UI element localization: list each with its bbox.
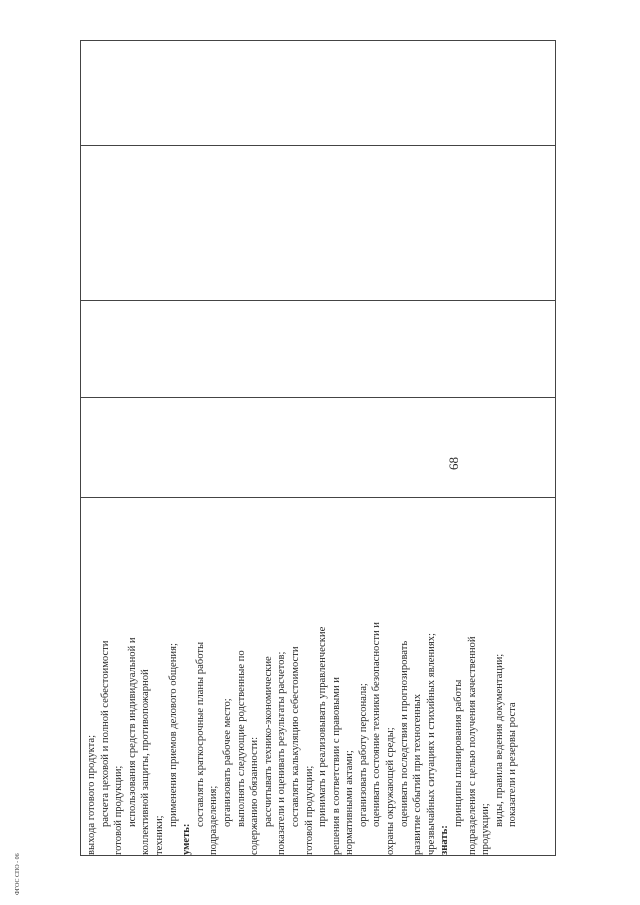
- text-line: принимать и реализовывать управленческие: [317, 626, 329, 827]
- table-row-divider: [80, 300, 556, 301]
- text-line: выхода готового продукта;: [86, 734, 97, 855]
- text-line: подразделения;: [208, 785, 220, 855]
- text-line: показатели и оценивать результаты расчетов;: [276, 651, 288, 855]
- table-border-bottom: [80, 855, 556, 856]
- text-line: оценивать состояние техники безопасности и: [371, 622, 383, 827]
- text-line: чрезвычайных ситуациях и стихийных явлениях;: [425, 633, 437, 855]
- text-line: коллективной защиты, противопожарной: [140, 669, 152, 855]
- text-line: готовой продукции;: [113, 765, 125, 855]
- text-line: техники;: [153, 815, 165, 855]
- text-line: готовой продукции;: [303, 765, 315, 855]
- text-line: подразделения с целью получения качественной: [466, 636, 478, 855]
- text-line: рассчитывать технико-экономические: [262, 656, 274, 827]
- text-line: выполнять следующие родственные по: [235, 650, 247, 827]
- text-line: составлять краткосрочные планы работы: [194, 641, 206, 827]
- footer-document-code: ФГОС СПО - 06: [15, 853, 21, 895]
- table-row-divider: [80, 497, 556, 498]
- table-border-top: [80, 40, 556, 41]
- text-line: использования средств индивидуальной и: [126, 637, 138, 827]
- text-line: развитие событий при техногенных: [412, 693, 424, 855]
- text-line: составлять калькуляцию себестоимости: [289, 646, 301, 827]
- text-line: показатели и резервы роста: [507, 702, 519, 827]
- text-line: охраны окружающей среды;: [385, 727, 397, 855]
- text-line: решения в соответствии с правовыми и: [330, 677, 342, 855]
- text-line: применения приемов делового общения;: [167, 643, 179, 827]
- text-line: знать:: [439, 825, 451, 855]
- text-line: организовать рабочее место;: [221, 698, 233, 827]
- text-line: содержанию обязанности:: [249, 736, 261, 855]
- text-line: расчета цеховой и полной себестоимости: [99, 640, 111, 827]
- text-line: организовать работу персонала;: [357, 683, 369, 827]
- page-number: 68: [446, 457, 461, 470]
- text-line: нормативными актами;: [344, 750, 356, 855]
- text-line: виды, правила ведения документации;: [493, 653, 505, 827]
- text-line: продукции;: [480, 803, 492, 855]
- table-border-left: [80, 40, 81, 855]
- competency-text-cell: [85, 510, 519, 855]
- table-row-divider: [80, 145, 556, 146]
- text-line: оценивать последствия и прогнозировать: [398, 640, 410, 827]
- table-row-divider: [80, 397, 556, 398]
- text-line: принципы планирования работы: [453, 679, 465, 827]
- text-line: уметь:: [181, 823, 193, 855]
- table-border-right: [555, 40, 556, 855]
